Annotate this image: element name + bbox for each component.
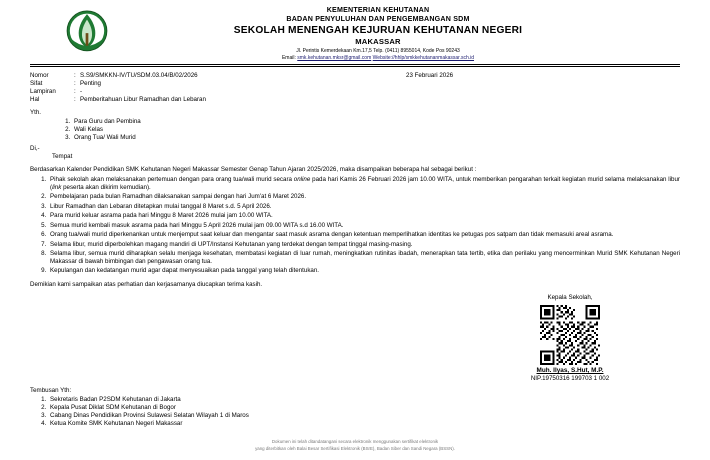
cc-item: 2. Kepala Pusat Diklat SDM Kehutanan di Bogor [48, 404, 680, 412]
address-line: Jl. Perintis Kemerdekaan Km.17,5 Telp. (0411) 8955014, Kode Pos 90243 [296, 47, 460, 54]
signatory-nip: NIP.19750316 199703 1 002 [530, 375, 610, 383]
website-value[interactable]: Website://hhlp/smkkehutananmakassar.sch.id [372, 55, 475, 62]
meta-row [30, 88, 370, 96]
header-divider-thin [30, 66, 680, 67]
letterhead [30, 6, 680, 62]
meta-value-lampiran: - [80, 87, 83, 95]
meta-row [30, 96, 370, 104]
meta-row [30, 80, 370, 88]
point-4: 4. Para murid keluar asrama pada hari Minggu 8 Maret 2026 mulai jam 10.00 WITA. [48, 212, 680, 220]
closing-paragraph: Demikian kami sampaikan atas perhatian dan kerjasamanya diucapkan terima kasih. [30, 281, 263, 289]
contact-line [116, 55, 640, 61]
meta-key: Hal [30, 95, 40, 103]
agency-line: BADAN PENYULUHAN DAN PENGEMBANGAN SDM [286, 15, 470, 24]
letter-date: 23 Februari 2026 [406, 71, 454, 79]
digital-signature-qr-code [540, 305, 600, 365]
email-label: Email: [281, 55, 296, 62]
signatory-name: Muh. Ilyas, S.Hut, M.P. [536, 367, 604, 375]
document-footer [0, 439, 710, 452]
city-line: MAKASSAR [355, 37, 401, 47]
recipient-list [30, 118, 680, 142]
meta-colon: : [74, 87, 76, 95]
recipient-tempat: Tempat [52, 153, 73, 161]
email-value[interactable]: smk.kehutanan.mksr@gmail.com [297, 55, 372, 62]
header-divider [30, 64, 680, 65]
point-7: 7. Selama libur, murid diperbolehkan magang mandiri di UPT/Instansi Kehutanan yang terdekat dengan tempat tinggal masing-masing. [48, 241, 680, 249]
signature-block [30, 294, 680, 383]
list-item: 1. Para Guru dan Pembina [72, 118, 680, 126]
points-list [30, 176, 680, 275]
meta-row [30, 72, 370, 80]
footer-line-2: yang diterbitkan oleh Balai Besar Sertifikasi Elektronik (BSrE), Badan Siber dan Sandi Negara (BSSN). [255, 445, 455, 451]
opening-paragraph: Berdasarkan Kalender Pendidikan SMK Kehutanan Negeri Makassar Semester Genap Tahun Ajaran 2025/2026, maka disampaikan beberapa hal sebagai berikut : [30, 166, 477, 174]
meta-key: Lampiran [30, 87, 56, 95]
meta-value-sifat: Penting [80, 79, 101, 87]
point-6: 6. Orang tua/wali murid diperkenankan untuk menjemput saat keluar dan mengantar saat masuk asrama dengan ketentuan memperlihatkan identitas ke petugas pos satpam dan tidak memasuki areal asrama. [48, 231, 680, 239]
list-item: 3. Orang Tua/ Wali Murid [72, 134, 680, 142]
cc-item: 1. Sekretaris Badan P2SDM Kehutanan di Jakarta [48, 396, 680, 404]
meta-value-nomor: S.S9/SMKKN-IV/TU/SDM.03.04/B/02/2026 [80, 71, 198, 79]
cc-title: Tembusan Yth: [30, 387, 72, 395]
point-5: 5. Semua murid kembali masuk asrama pada hari Minggu 5 April 2026 mulai jam 09.00 WITA s.d 16.00 WITA. [48, 222, 680, 230]
letter-meta [30, 72, 680, 104]
cc-item: 3. Cabang Dinas Pendidikan Provinsi Sulawesi Selatan Wilayah 1 di Maros [48, 412, 680, 420]
meta-colon: : [74, 95, 76, 103]
school-line: SEKOLAH MENENGAH KEJURUAN KEHUTANAN NEGERI [233, 25, 523, 37]
meta-key: Nomor [30, 71, 49, 79]
list-item: 2. Wali Kelas [72, 126, 680, 134]
meta-value-hal: Pemberitahuan Libur Ramadhan dan Lebaran [80, 95, 206, 103]
meta-key: Sifat [30, 79, 43, 87]
point-1: 1. Pihak sekolah akan melaksanakan pertemuan dengan para orang tua/wali murid secara online pada hari Kamis 26 Februari 2026 jam 10.00 WITA, untuk memberikan pengarahan terkait kegiatan murid selama melaksanakan libur (link peserta akan dikirim kemudian). [48, 176, 680, 192]
recipient-label: Yth. [30, 109, 42, 117]
ministry-line: KEMENTERIAN KEHUTANAN [326, 6, 430, 14]
point-2: 2. Pembelajaran pada bulan Ramadhan dilaksanakan sampai dengan hari Jum'at 6 Maret 2026. [48, 193, 680, 201]
cc-list [30, 396, 680, 428]
signature-title: Kepala Sekolah, [547, 294, 593, 302]
point-9: 9. Kepulangan dan kedatangan murid agar dapat menyesuaikan pada tanggal yang telah ditentukan. [48, 267, 680, 275]
point-3: 3. Libur Ramadhan dan Lebaran ditetapkan mulai tanggal 8 Maret s.d. 5 April 2026. [48, 203, 680, 211]
recipient-di: Di,- [30, 145, 40, 153]
cc-item: 4. Ketua Komite SMK Kehutanan Negeri Makassar [48, 420, 680, 428]
footer-line-1: Dokumen ini telah ditandatangani secara elektronik menggunakan sertifikat elektronik [271, 439, 439, 445]
point-8: 8. Selama libur, semua murid diharapkan selalu menjaga kesehatan, membatasi kegiatan di luar rumah, meningkatkan rutinitas ibadah, menerapkan tata tertib, etika dan perilaku yang mencerminkan Murid SMK Kehutanan Negeri Makassar di bawah bimbingan dan pengawasan orang tua. [48, 250, 680, 266]
meta-colon: : [74, 79, 76, 87]
kementerian-kehutanan-logo [64, 6, 110, 58]
meta-colon: : [74, 71, 76, 79]
